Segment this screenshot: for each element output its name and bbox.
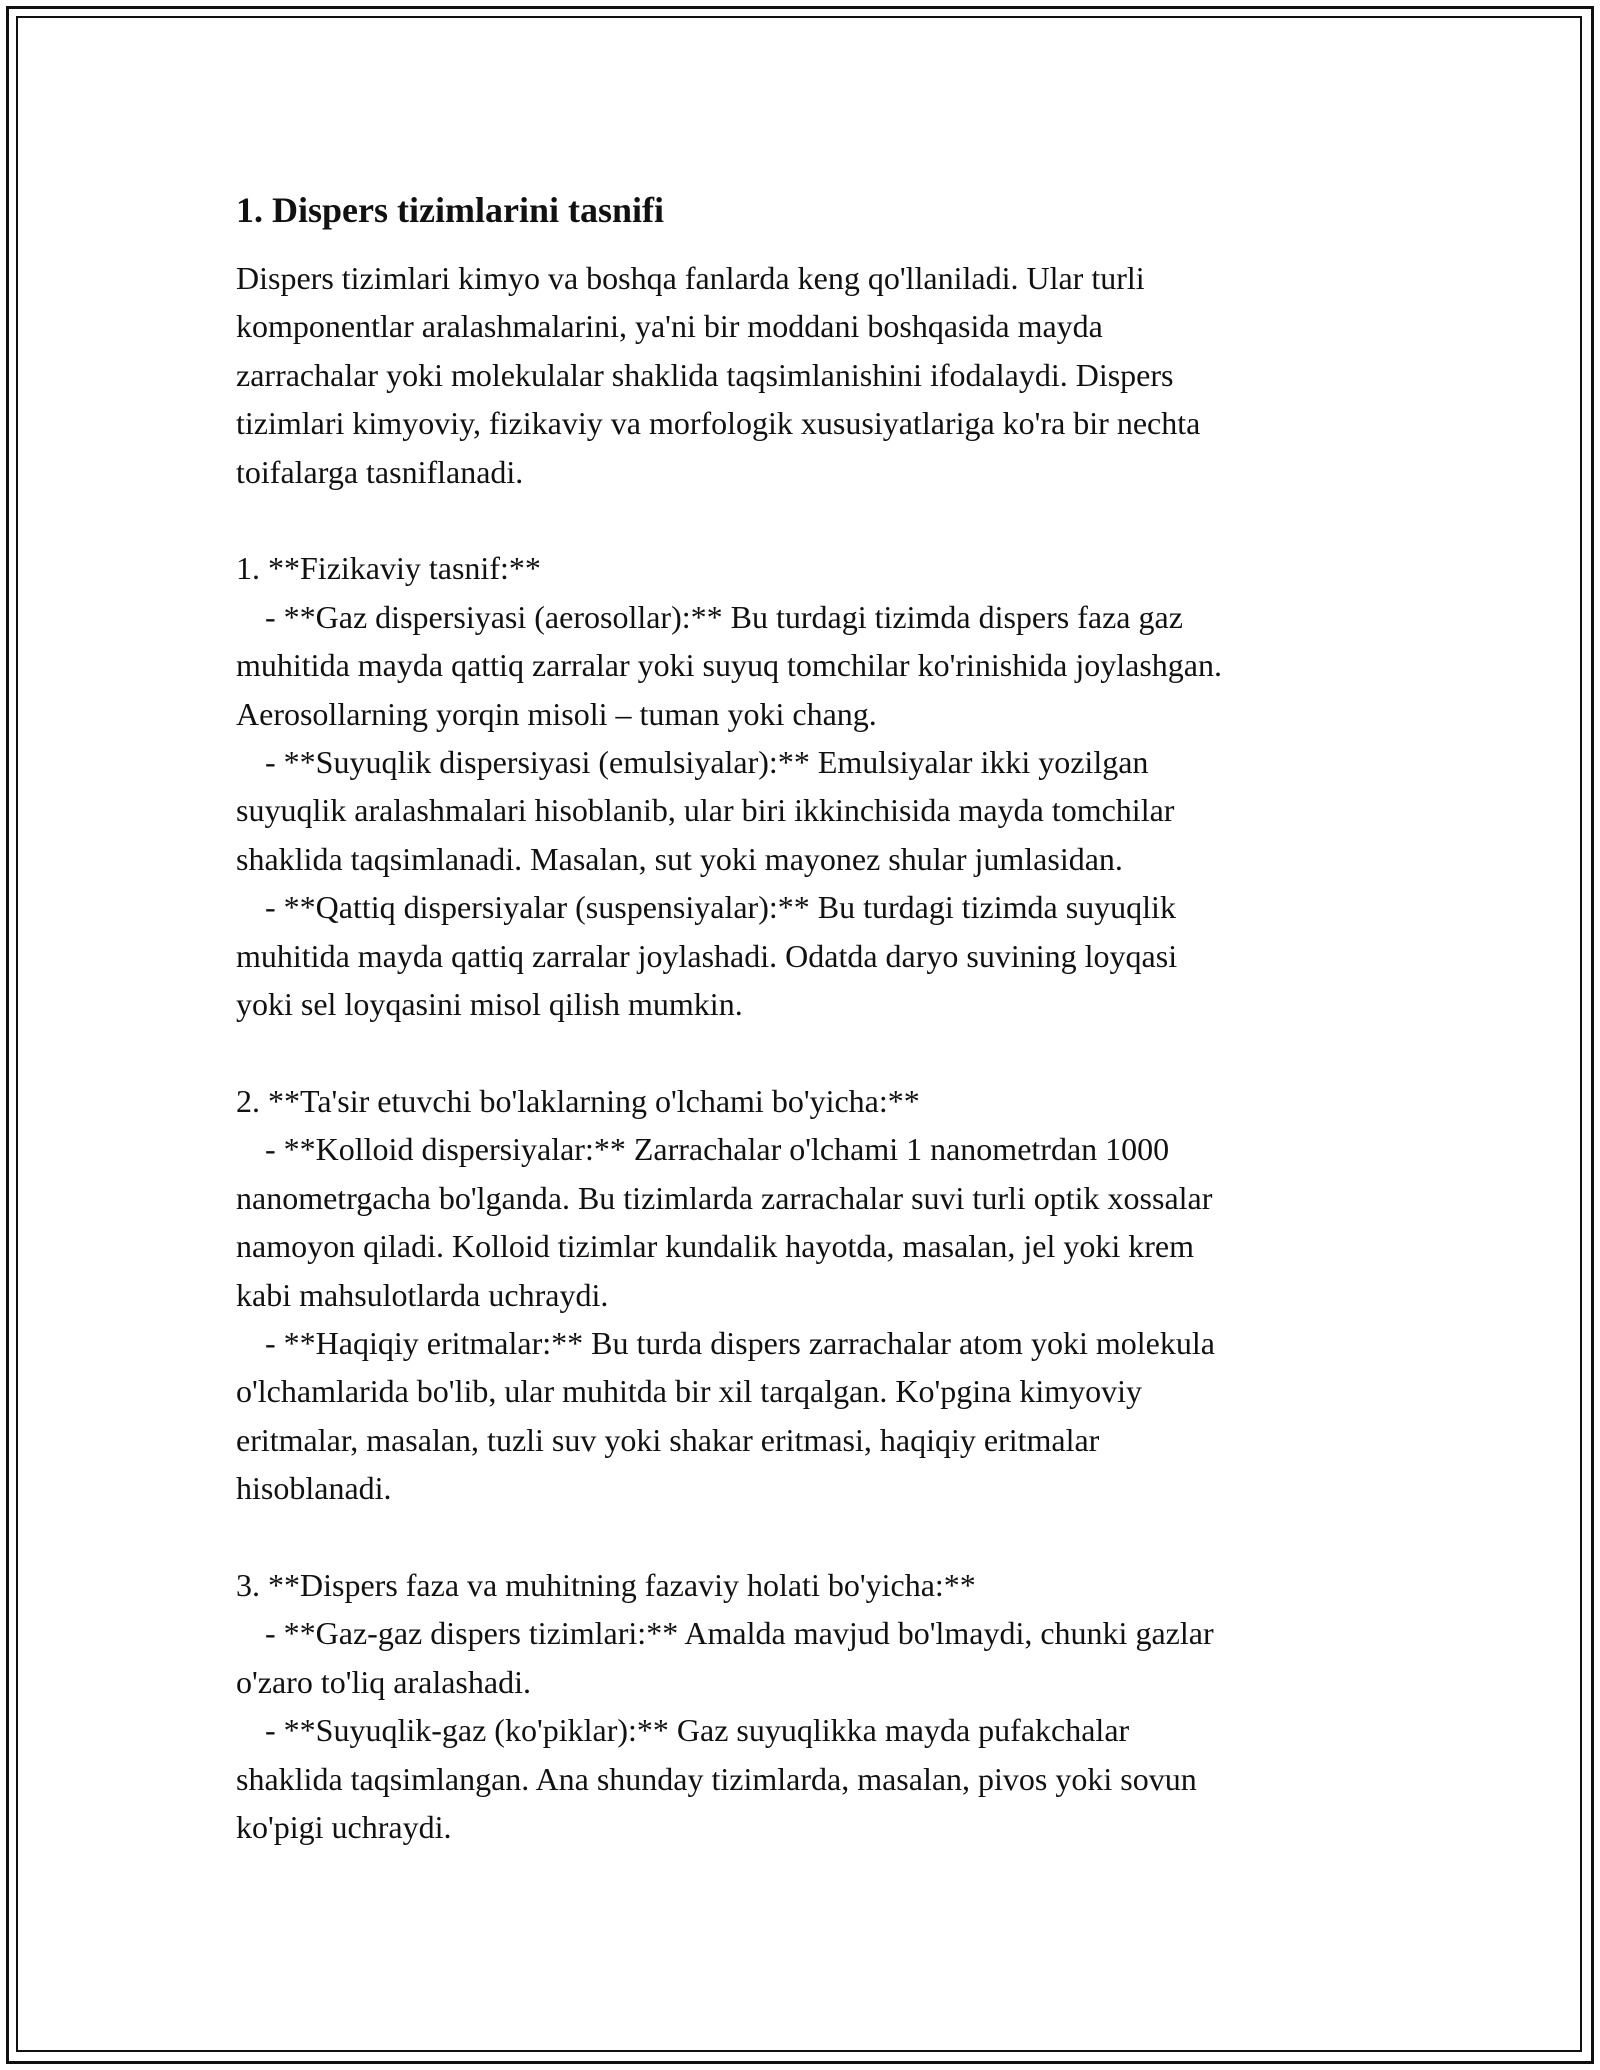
text-line: kabi mahsulotlarda uchraydi. [236, 1276, 609, 1313]
text-line: toifalarga tasniflanadi. [236, 453, 524, 490]
paragraph-gap [236, 1513, 1416, 1561]
intro-paragraph [236, 254, 1416, 496]
list-item [236, 883, 1416, 1028]
text-line: ko'pigi uchraydi. [236, 1808, 452, 1845]
text-line: shaklida taqsimlanadi. Masalan, sut yoki mayonez shular jumlasidan. [236, 840, 1123, 877]
text-line: nanometrgacha bo'lganda. Bu tizimlarda zarrachalar suvi turli optik xossalar [236, 1179, 1213, 1216]
list-item-first-line: - **Suyuqlik-gaz (ko'piklar):** Gaz suyuqlikka mayda pufakchalar [265, 1712, 1130, 1749]
text-line: eritmalar, masalan, tuzli suv yoki shakar eritmasi, haqiqiy eritmalar [236, 1421, 1100, 1458]
text-line: o'lchamlarida bo'lib, ular muhitda bir xil tarqalgan. Ko'pgina kimyoviy [236, 1373, 1142, 1410]
section-phase-state [236, 1561, 1416, 1851]
text-line: yoki sel loyqasini misol qilish mumkin. [236, 986, 743, 1023]
list-item-first-line: - **Qattiq dispersiyalar (suspensiyalar):** Bu turdagi tizimda suyuqlik [265, 889, 1176, 926]
list-item [236, 1319, 1416, 1513]
text-line: muhitida mayda qattiq zarralar joylashadi. Odatda daryo suvining loyqasi [236, 937, 1178, 974]
text-line: Dispers tizimlari kimyo va boshqa fanlarda keng qo'llaniladi. Ular turli [236, 260, 1145, 296]
list-item [236, 593, 1416, 738]
list-item-first-line: - **Gaz dispersiyasi (aerosollar):** Bu turdagi tizimda dispers faza gaz [265, 598, 1183, 635]
text-line: komponentlar aralashmalarini, ya'ni bir moddani boshqasida mayda [236, 308, 1103, 345]
document-body [236, 186, 1416, 1851]
text-line: o'zaro to'liq aralashadi. [236, 1663, 531, 1700]
list-item [236, 738, 1416, 883]
text-line: hisoblanadi. [236, 1470, 392, 1507]
list-item [236, 1706, 1416, 1851]
text-line: tizimlari kimyoviy, fizikaviy va morfologik xususiyatlariga ko'ra bir nechta [236, 405, 1201, 442]
section-title: 2. **Ta'sir etuvchi bo'laklarning o'lchami bo'yicha:** [236, 1082, 920, 1119]
text-line: muhitida mayda qattiq zarralar yoki suyuq tomchilar ko'rinishida joylashgan. [236, 647, 1222, 684]
list-item [236, 1125, 1416, 1319]
section-title: 1. **Fizikaviy tasnif:** [236, 550, 541, 587]
page-title: 1. Dispers tizimlarini tasnifi [236, 190, 664, 230]
list-item [236, 1609, 1416, 1706]
paragraph-gap [236, 496, 1416, 544]
text-line: zarrachalar yoki molekulalar shaklida taqsimlanishini ifodalaydi. Dispers [236, 356, 1174, 393]
text-line: Aerosollarning yorqin misoli – tuman yoki chang. [236, 695, 877, 732]
section-physical-classification [236, 544, 1416, 1028]
list-item-first-line: - **Haqiqiy eritmalar:** Bu turda dispers zarrachalar atom yoki molekula [265, 1324, 1215, 1361]
section-particle-size [236, 1077, 1416, 1513]
text-line: namoyon qiladi. Kolloid tizimlar kundalik hayotda, masalan, jel yoki krem [236, 1228, 1195, 1265]
text-line: suyuqlik aralashmalari hisoblanib, ular biri ikkinchisida mayda tomchilar [236, 792, 1175, 829]
list-item-first-line: - **Kolloid dispersiyalar:** Zarrachalar o'lchami 1 nanometrdan 1000 [265, 1131, 1170, 1168]
text-line: shaklida taqsimlangan. Ana shunday tizimlarda, masalan, pivos yoki sovun [236, 1760, 1197, 1797]
list-item-first-line: - **Suyuqlik dispersiyasi (emulsiyalar):** Emulsiyalar ikki yozilgan [265, 744, 1149, 781]
paragraph-gap [236, 1028, 1416, 1076]
section-title: 3. **Dispers faza va muhitning fazaviy holati bo'yicha:** [236, 1566, 976, 1603]
list-item-first-line: - **Gaz-gaz dispers tizimlari:** Amalda mavjud bo'lmaydi, chunki gazlar [265, 1615, 1214, 1652]
